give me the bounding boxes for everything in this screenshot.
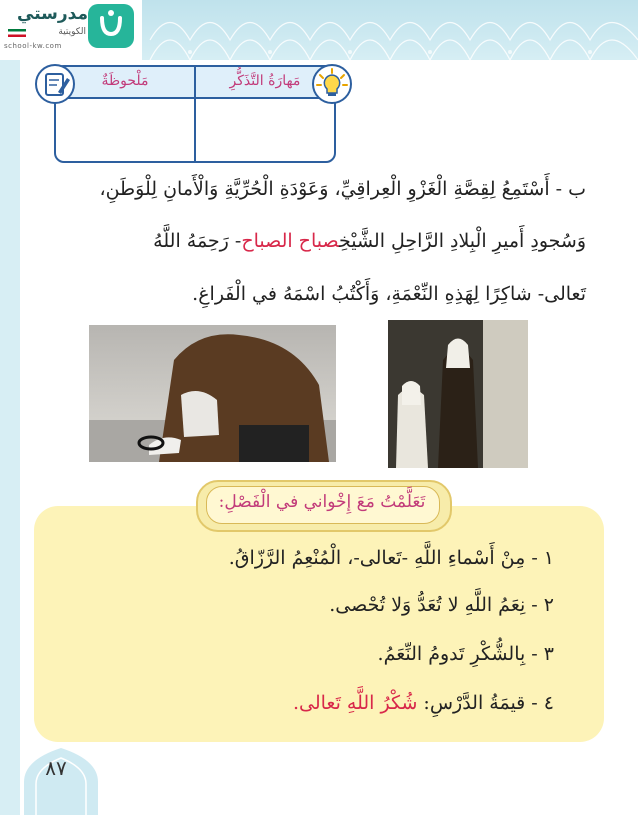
learn-item-4: [293, 692, 554, 714]
skill-answer-cell[interactable]: [198, 101, 330, 157]
pencil-note-icon: [35, 64, 75, 104]
skill-table: [54, 65, 336, 163]
learn-item-2: ٢ - نِعَمُ اللَّهِ لا تُعَدُّ وَلا تُحْصى.: [329, 594, 554, 616]
page-number: ٨٧: [45, 756, 67, 780]
header-note-label: مَلْحوظَةٌ: [101, 73, 149, 89]
lightbulb-icon: [312, 64, 352, 104]
sheikh-name-answer: صباح الصباح: [241, 230, 339, 252]
left-decorative-band: [0, 60, 20, 815]
learn-title: تَعَلَّمْتُ مَعَ إِخْواني في الْفَصْلِ:: [218, 492, 426, 512]
logo-title: مدرستي: [17, 4, 88, 24]
lesson-value: شُكْرُ اللَّهِ تَعالى.: [292, 692, 418, 714]
paragraph-line-2: [153, 230, 586, 252]
paragraph-line-2-after: - رَحِمَهُ اللَّهُ: [153, 230, 242, 252]
paragraph-line-3: تَعالى- شاكِرًا لِهَذِهِ النِّعْمَةِ، وَأَكْتُبُ اسْمَهُ في الْفَراغِ.: [192, 283, 586, 305]
logo-mark-icon: [88, 4, 134, 48]
logo-subtitle: الكويتية: [58, 27, 86, 37]
logo-url: school-kw.com: [4, 42, 62, 50]
paragraph-line-2-before: وَسُجودِ أَميرِ الْبِلادِ الرَّاحِلِ الشَّيْخِ: [338, 230, 586, 252]
learn-item-3: ٣ - بِالشُّكْرِ تَدومُ النِّعَمُ.: [377, 643, 554, 665]
photo-sheikh-prostrating: [89, 325, 336, 462]
paragraph-line-1: ب - أَسْتَمِعُ لِقِصَّةِ الْغَزْوِ الْعِراقِيِّ، وَعَوْدَةِ الْحُرِّيَّةِ وَالْأَمانِ لِلْوَطَنِ،: [99, 178, 586, 200]
photo-sheikh-arrival: [388, 320, 528, 468]
note-answer-cell[interactable]: [60, 101, 192, 157]
header-skill-label: مَهارَةُ التَّذَكُّرِ: [229, 73, 301, 89]
learn-item-4-label: ٤ - قيمَةُ الدَّرْسِ:: [417, 692, 554, 714]
learn-item-1: ١ - مِنْ أَسْماءِ اللَّهِ -تَعالى-، الْمُنْعِمُ الرَّزّاقُ.: [228, 547, 554, 569]
kuwait-flag-icon: [8, 29, 26, 37]
